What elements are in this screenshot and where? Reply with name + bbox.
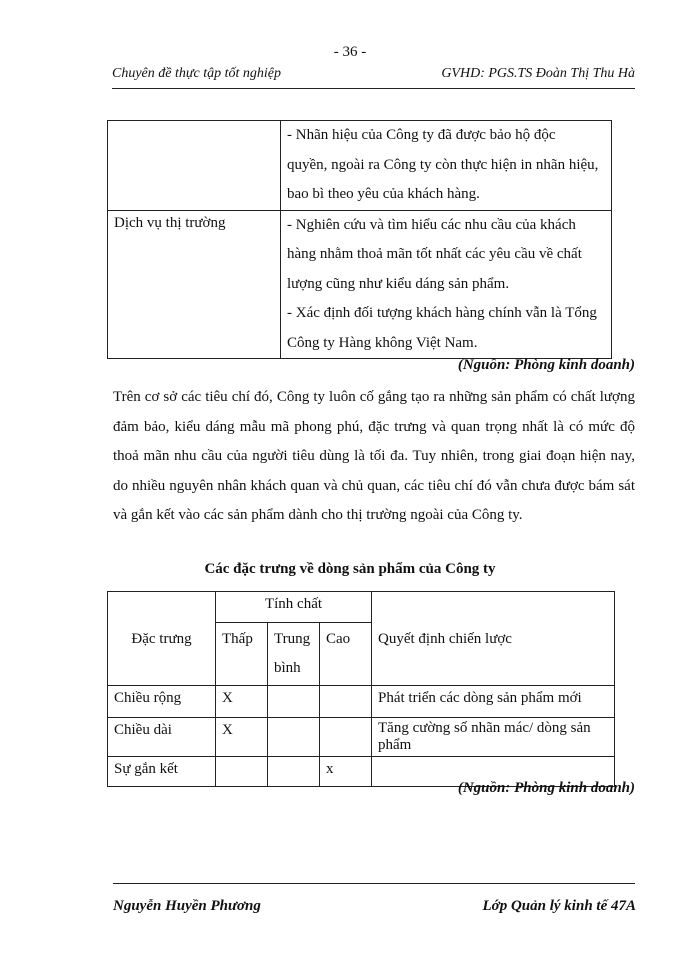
cell-line: quyền, ngoài ra Công ty còn thực hiện in nhãn hiệu,	[287, 156, 599, 173]
table-cell-label	[108, 121, 281, 211]
marketing-table	[107, 120, 612, 359]
table-row	[108, 718, 615, 757]
cell-medium	[268, 718, 320, 757]
header-medium: Trung bình	[268, 623, 320, 686]
cell-line: bao bì theo yêu của khách hàng.	[287, 186, 480, 202]
cell-low: X	[216, 686, 268, 718]
table-cell-description	[281, 210, 612, 359]
header-property: Tính chất	[216, 592, 372, 623]
table-header-row	[108, 592, 615, 623]
header-high: Cao	[320, 623, 372, 686]
product-line-table	[107, 591, 615, 787]
header-low: Thấp	[216, 623, 268, 686]
cell-strategy: Tăng cường số nhãn mác/ dòng sản phẩm	[372, 718, 615, 757]
table-cell-description	[281, 121, 612, 211]
table-row	[108, 686, 615, 718]
cell-medium	[268, 757, 320, 787]
cell-low: X	[216, 718, 268, 757]
table-row	[108, 121, 612, 211]
source-note: (Nguồn: Phòng kinh doanh)	[457, 357, 635, 373]
cell-line: - Nhãn hiệu của Công ty đã được bảo hộ độc	[287, 127, 556, 143]
source-note: (Nguồn: Phòng kinh doanh)	[457, 780, 635, 796]
cell-feature: Sự gắn kết	[108, 757, 216, 787]
cell-high	[320, 718, 372, 757]
cell-line: - Nghiên cứu và tìm hiểu các nhu cầu của khách	[287, 216, 576, 233]
cell-line: Công ty Hàng không Việt Nam.	[287, 334, 478, 351]
header-advisor: GVHD: PGS.TS Đoàn Thị Thu Hà	[441, 66, 635, 81]
cell-strategy: Phát triển các dòng sản phẩm mới	[372, 686, 615, 718]
footer-class: Lớp Quản lý kinh tế 47A	[482, 898, 636, 914]
header-feature: Đặc trưng	[108, 592, 216, 686]
cell-line: lượng cũng như kiểu dáng sản phẩm.	[287, 275, 510, 292]
table-row	[108, 210, 612, 359]
header-strategy: Quyết định chiến lược	[372, 592, 615, 686]
cell-feature: Chiều rộng	[108, 686, 216, 718]
cell-low	[216, 757, 268, 787]
cell-high	[320, 686, 372, 718]
table-caption: Các đặc trưng về dòng sản phẩm của Công ty	[204, 561, 496, 577]
footer-divider	[113, 883, 635, 884]
cell-line: hàng nhằm thoả mãn tốt nhất các yêu cầu về chất	[287, 246, 582, 262]
page-number: - 36 -	[333, 44, 367, 60]
cell-line: - Xác định đối tượng khách hàng chính vẫn là Tổng	[287, 305, 597, 321]
header-title: Chuyên đề thực tập tốt nghiệp	[112, 66, 281, 81]
body-paragraph: Trên cơ sở các tiêu chí đó, Công ty luôn cố gắng tạo ra những sản phẩm có chất lượng đảm bảo, kiểu dáng mẫu mã phong phú, đặc trưng và quan trọng nhất là có mức độ thoả mãn nhu cầu của người tiêu dùng là tối đa. Tuy nhiên, trong giai đoạn hiện nay, do nhiều nguyên nhân khách quan và chủ quan, các tiêu chí đó vẫn chưa được bám sát và gắn kết vào các sản phẩm dành cho thị trường ngoài của Công ty.	[113, 389, 635, 523]
table-cell-label: Dịch vụ thị trường	[108, 210, 281, 359]
cell-high: x	[320, 757, 372, 787]
footer-author: Nguyễn Huyền Phương	[113, 898, 261, 914]
cell-medium	[268, 686, 320, 718]
page-header	[112, 66, 635, 89]
cell-feature: Chiều dài	[108, 718, 216, 757]
